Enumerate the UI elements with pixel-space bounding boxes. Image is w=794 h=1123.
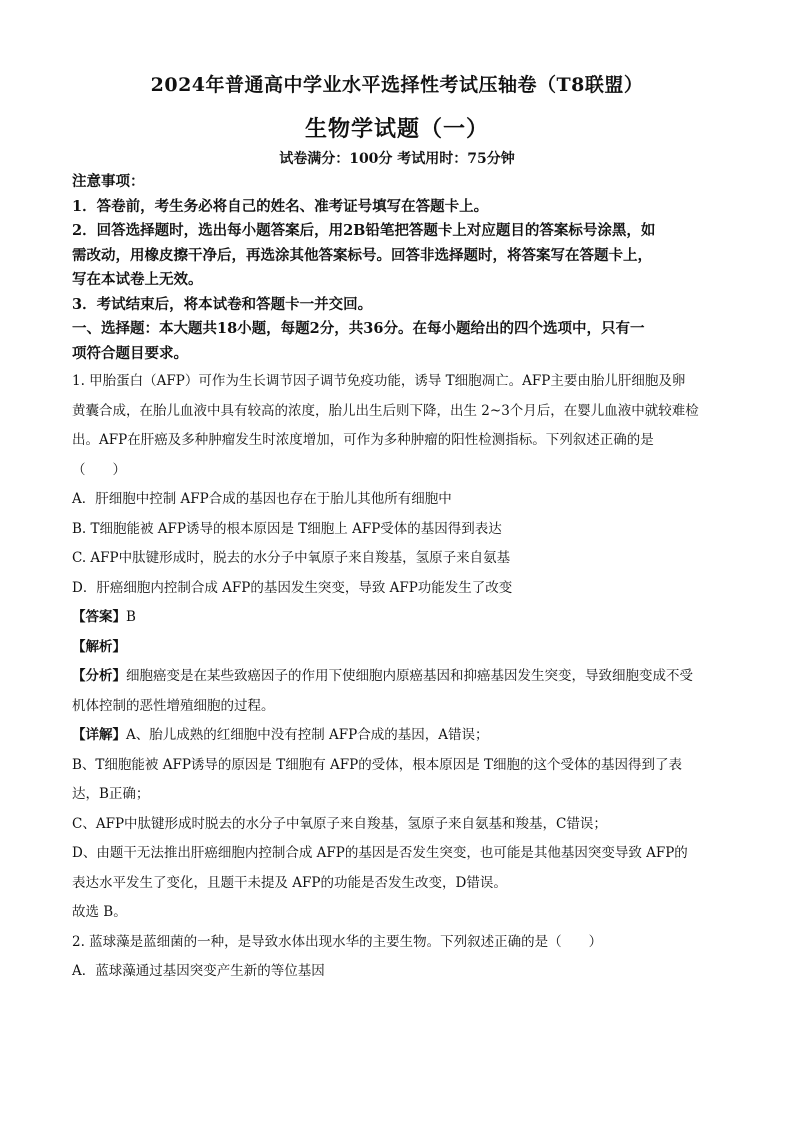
- q1-option-c: C. AFP中肽键形成时，脱去的水分子中氧原子来自羧基，氢原子来自氨基: [72, 550, 511, 566]
- xiangjie-text: B、T细胞能被 AFP诱导的原因是 T细胞有 AFP的受体，根本原因是 T细胞的这个受体的基因得到了表: [72, 756, 682, 773]
- analysis-tag: 【解析】: [72, 638, 126, 655]
- notes-block: [72, 170, 732, 366]
- xiangjie-conclusion: 故选 B。: [72, 904, 127, 920]
- q2-stem: 2. 蓝球藻是蓝细菌的一种，是导致水体出现水华的主要生物。下列叙述正确的是（ ）: [72, 933, 603, 950]
- xiangjie-text: D、由题干无法推出肝癌细胞内控制合成 AFP的基因是否发生突变，也可能是其他基因突变导致 AFP的: [72, 845, 688, 861]
- xiangjie-text: 表达水平发生了变化，且题干未提及 AFP的功能是否发生改变，D错误。: [72, 874, 507, 891]
- fenxi-text: 机体控制的恶性增殖细胞的过程。: [72, 697, 275, 714]
- q1-option-d: D．肝癌细胞内控制合成 AFP的基因发生突变，导致 AFP功能发生了改变: [72, 579, 513, 596]
- q1-option-b: B. T细胞能被 AFP诱导的根本原因是 T细胞上 AFP受体的基因得到表达: [72, 520, 502, 537]
- fenxi-text: 细胞癌变是在某些致癌因子的作用下使细胞内原癌基因和抑癌基因发生突变，导致细胞变成不受: [126, 668, 693, 684]
- xiangjie-text: A、胎儿成熟的红细胞中没有控制 AFP合成的基因，A错误；: [126, 727, 489, 743]
- xiangjie-line: [72, 721, 732, 751]
- q2-option-a: A．蓝球藻通过基因突变产生新的等位基因: [72, 963, 325, 979]
- notes-item: 3．考试结束后，将本试卷和答题卡一并交回。: [72, 295, 373, 313]
- notes-item: 1．答卷前，考生务必将自己的姓名、准考证号填写在答题卡上。: [72, 197, 489, 215]
- notes-item: 需改动，用橡皮擦干净后，再选涂其他答案标号。回答非选择题时，将答案写在答题卡上，: [72, 246, 652, 264]
- exam-meta: 试卷满分：100分 考试用时：75分钟: [279, 151, 515, 167]
- section-heading: 一、选择题：本大题共18小题，每题2分，共36分。在每小题给出的四个选项中，只有一: [72, 320, 645, 337]
- q1-stem: 1. 甲胎蛋白（AFP）可作为生长调节因子调节免疫功能，诱导 T细胞凋亡。AFP主要由胎儿肝细胞及卵: [72, 373, 686, 389]
- xiangjie-text: C、AFP中肽键形成时脱去的水分子中氧原子来自羧基，氢原子来自氨基和羧基，C错误；: [72, 815, 607, 832]
- q1-stem: 黄囊合成，在胎儿血液中具有较高的浓度，胎儿出生后则下降，出生 2~3个月后，在婴儿血液中就较难检: [72, 402, 699, 419]
- answer-value: B: [126, 609, 136, 625]
- exam-title: 2024年普通高中学业水平选择性考试压轴卷（T8联盟）: [150, 74, 644, 96]
- answer-tag: 【答案】: [72, 609, 126, 625]
- xiangjie-tag: 【详解】: [72, 727, 126, 743]
- notes-item: 2．回答选择题时，选出每小题答案后，用2B铅笔把答题卡上对应题目的答案标号涂黑，如: [72, 222, 656, 239]
- notes-item: 写在本试卷上无效。: [72, 271, 203, 288]
- q1-option-a: A．肝细胞中控制 AFP合成的基因也存在于胎儿其他所有细胞中: [72, 491, 452, 507]
- section-heading: 项符合题目要求。: [72, 344, 188, 362]
- q1-stem: （ ）: [72, 461, 126, 478]
- question-1: [72, 367, 732, 987]
- q1-stem: 出。AFP在肝癌及多种肿瘤发生时浓度增加，可作为多种肿瘤的阳性检测指标。下列叙述正确的是: [72, 432, 654, 448]
- notes-heading: 注意事项：: [72, 173, 145, 190]
- exam-subtitle: 生物学试题（一）: [304, 116, 489, 142]
- fenxi-line: [72, 662, 732, 692]
- q1-answer: [72, 603, 732, 633]
- fenxi-tag: 【分析】: [72, 668, 126, 684]
- xiangjie-text: 达，B正确；: [72, 786, 150, 802]
